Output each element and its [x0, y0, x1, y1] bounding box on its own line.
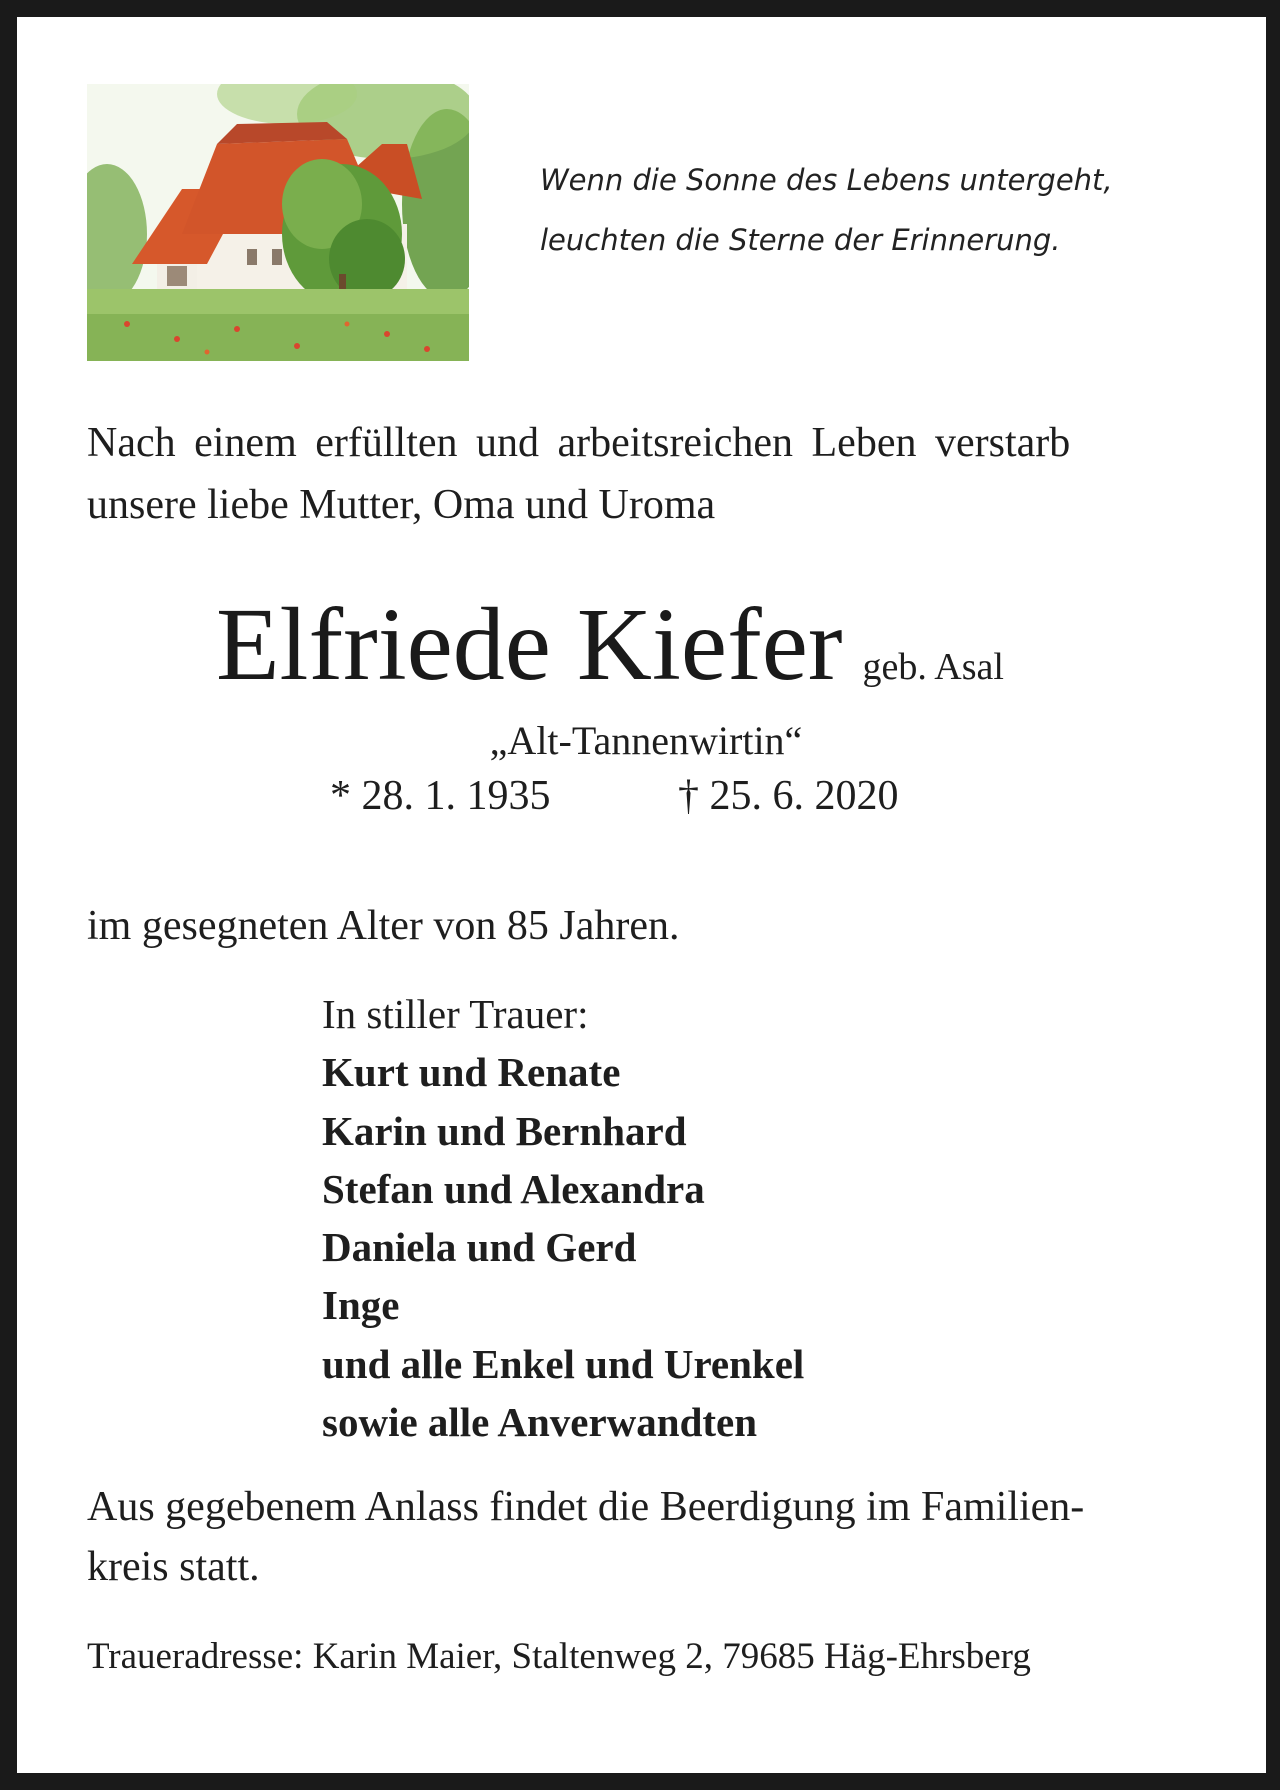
age-text: im gesegneten Alter von 85 Jahren.	[87, 903, 680, 949]
mourner-name: Stefan und Alexandra	[322, 1165, 705, 1212]
mourner-name: und alle Enkel und Urenkel	[322, 1340, 805, 1387]
quote-line-2: leuchten die Sterne der Erinnerung.	[540, 223, 1061, 257]
farmhouse-painting	[87, 84, 469, 361]
death-date: † 25. 6. 2020	[678, 773, 899, 819]
deceased-name-line	[0, 587, 1280, 702]
mourners-lead: In stiller Trauer:	[322, 991, 589, 1037]
mourners-list	[322, 985, 804, 1451]
funeral-notice	[87, 1477, 1197, 1597]
deceased-nickname: „Alt-Tannenwirtin“	[489, 718, 803, 763]
intro-line-1: Nach einem erfüllten und arbeitsreichen Leben verstarb	[87, 420, 1071, 466]
mourner-name: Daniela und Gerd	[322, 1224, 637, 1271]
funeral-line-2: kreis statt.	[87, 1544, 260, 1590]
mourner-name: Karin und Bernhard	[322, 1107, 687, 1154]
funeral-line-1: Aus gegebenem Anlass findet die Beerdigung im Familien-	[87, 1484, 1085, 1530]
quote-line-1: Wenn die Sonne des Lebens untergeht,	[540, 163, 1113, 197]
intro-line-2: unsere liebe Mutter, Oma und Uroma	[87, 482, 716, 528]
mourner-name: Kurt und Renate	[322, 1049, 621, 1096]
mourning-address: Traueradresse: Karin Maier, Staltenweg 2, 79685 Häg-Ehrsberg	[87, 1636, 1031, 1677]
mourner-name: sowie alle Anverwandten	[322, 1399, 758, 1446]
maiden-name: geb. Asal	[862, 646, 1004, 688]
intro-text	[87, 412, 1187, 536]
memorial-quote	[540, 150, 1200, 270]
deceased-name: Elfriede Kiefer	[216, 587, 843, 702]
mourner-name: Inge	[322, 1282, 400, 1329]
birth-date: * 28. 1. 1935	[330, 773, 551, 819]
